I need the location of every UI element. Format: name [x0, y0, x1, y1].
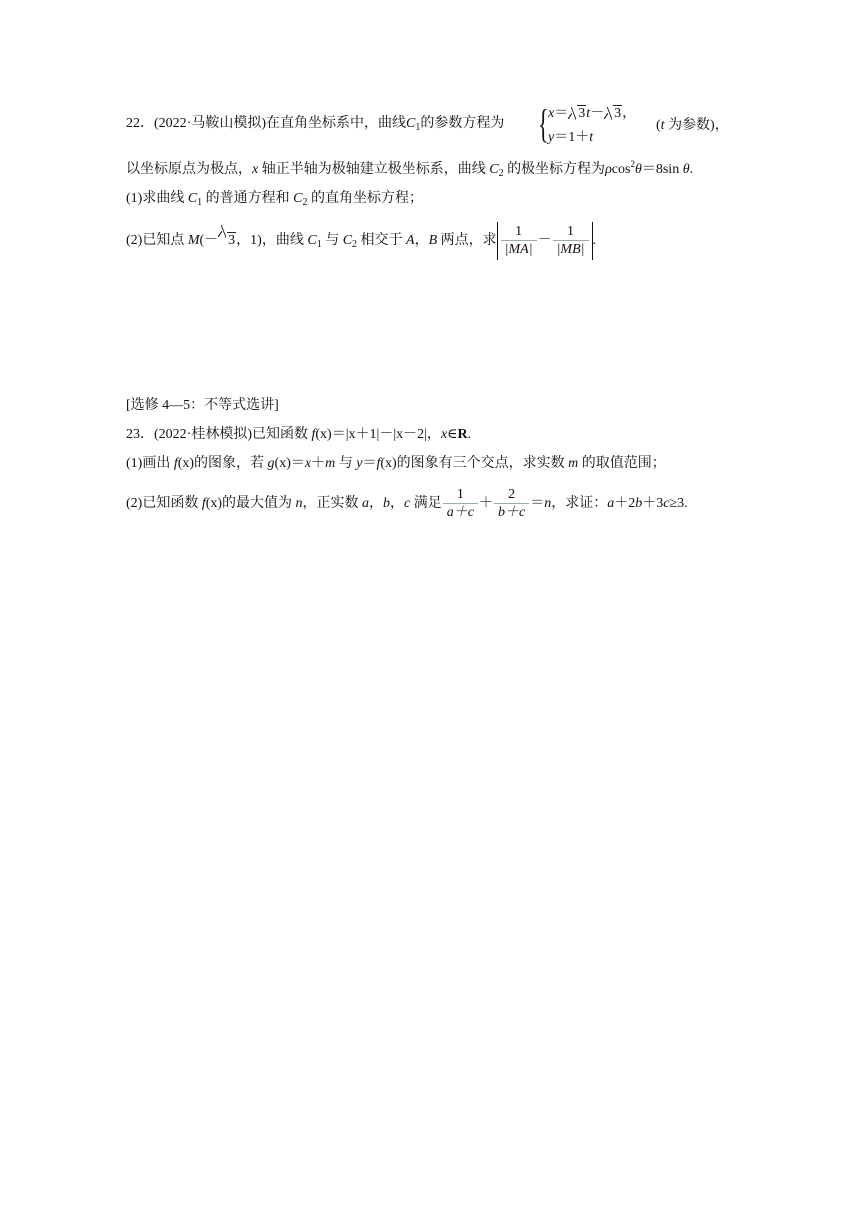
q23p1f2: ＝ — [362, 456, 377, 471]
p2C1sub: 1 — [316, 239, 322, 251]
l2sup: 2 — [630, 159, 635, 169]
q23p2fx: (x) — [205, 496, 223, 511]
curve-c1: C — [406, 116, 416, 131]
sqrt-icon — [568, 104, 586, 124]
frac-den: b＋c — [497, 505, 526, 521]
q23-intro: 已知函数 — [252, 427, 312, 442]
q23-in: ∈ — [447, 427, 458, 442]
q23-f: f — [311, 427, 316, 442]
frac-den: |MB| — [556, 242, 585, 258]
q23-source: (2022·桂林模拟) — [154, 427, 252, 442]
eq1-x: x — [548, 106, 555, 121]
q23p2c: ，正实数 — [302, 496, 363, 511]
p1csub: 1 — [197, 197, 203, 208]
q23p2plus: ＋ — [478, 496, 493, 511]
eq1-comma: ， — [622, 106, 637, 121]
p2r: 3 — [228, 233, 236, 249]
q22-part1 — [126, 189, 423, 209]
l2end: . — [689, 162, 694, 177]
q23p2va: a — [362, 496, 370, 511]
q22-source: (2022·马鞍山模拟) — [154, 116, 266, 131]
section-header: [选修 4—5：不等式选讲] — [126, 398, 279, 413]
q23p2e: ， — [390, 496, 405, 511]
q23p2n: n — [295, 496, 303, 511]
q23-dot: . — [467, 427, 472, 442]
p2c: ，1)，曲线 — [236, 233, 308, 249]
q22-intro: 在直角坐标系中，曲线 — [266, 116, 406, 131]
eq2-rest: ＝1＋ — [554, 130, 590, 145]
q22-line1 — [126, 114, 504, 134]
q23p1b: 的图象，若 — [194, 456, 268, 471]
param-eq-1 — [548, 104, 636, 124]
q23p1e: 与 — [335, 456, 357, 471]
q23p2m: ＋3 — [642, 496, 664, 511]
q23-R: R — [457, 427, 468, 442]
p2C2sub: 2 — [352, 239, 358, 251]
q23p2end: ≥3. — [669, 496, 688, 511]
p2e: 相交于 — [357, 233, 407, 249]
p1a: (1)求曲线 — [126, 191, 188, 206]
q22-intro2: 的参数方程为 — [420, 116, 505, 131]
l2rho: ρ — [605, 162, 612, 177]
p2b: (－ — [199, 233, 219, 249]
q23p1m: m — [325, 456, 336, 471]
q23p2k: ＋2 — [614, 496, 636, 511]
l2cos: cos — [611, 162, 631, 177]
p1c2sub: 2 — [302, 197, 308, 208]
q23p1ffx: (x) — [380, 456, 397, 471]
l2a: 以坐标原点为极点， — [126, 162, 252, 177]
eq2-y: y — [548, 130, 555, 145]
param-eq-2 — [548, 128, 593, 148]
q23p1fx: (x) — [177, 456, 195, 471]
q23-part2 — [126, 485, 688, 523]
frac-num: 1 — [443, 486, 478, 504]
param-open: ( — [656, 118, 661, 133]
q23p2vc: c — [404, 496, 411, 511]
frac-num: 1 — [553, 223, 589, 241]
q23-fx: (x) — [315, 427, 332, 442]
eq2-t: t — [589, 130, 594, 145]
frac-num: 1 — [501, 223, 537, 241]
abs-value-expression — [497, 222, 593, 260]
p1c: C — [187, 191, 198, 206]
q23p2d: ， — [369, 496, 384, 511]
p2end: . — [592, 233, 596, 249]
q23-line1 — [126, 425, 471, 445]
fraction — [443, 486, 478, 521]
eq1-rad2: 3 — [614, 106, 622, 121]
q23p1f: f — [173, 456, 178, 471]
q23p2g: 满足 — [410, 496, 442, 511]
l2theta: θ — [634, 162, 642, 177]
l2b: 轴正半轴为极轴建立极坐标系，曲线 — [258, 162, 490, 177]
q23-x: x — [440, 427, 448, 442]
p2f: ， — [414, 233, 429, 249]
p2C1: C — [307, 233, 317, 249]
q23p2b: 的最大值为 — [222, 496, 296, 511]
p2a: (2)已知点 — [126, 233, 188, 249]
left-brace-icon: { — [538, 101, 549, 146]
q23p2n2: n — [544, 496, 552, 511]
q23p1d: ＋ — [311, 456, 326, 471]
q23p2l: b — [635, 496, 643, 511]
q23-part1 — [126, 454, 666, 474]
l2csub: 2 — [498, 168, 504, 179]
q23p2a: (2)已知函数 — [126, 496, 202, 511]
p2A: A — [406, 233, 415, 249]
p2M: M — [187, 233, 200, 249]
p1c2: C — [293, 191, 303, 206]
l2x: x — [252, 162, 259, 177]
p2d: 与 — [321, 233, 343, 249]
l2d: 的极坐标方程为 — [503, 162, 606, 177]
eq1-t: t — [586, 106, 591, 121]
q22-number: 22． — [126, 116, 154, 131]
q23p2o: c — [663, 496, 670, 511]
fraction — [494, 486, 529, 521]
l2c: C — [489, 162, 499, 177]
sqrt-icon — [218, 222, 236, 260]
q23p1y: y — [356, 456, 363, 471]
param-t: t — [660, 118, 665, 133]
q23p2h: ＝ — [530, 496, 545, 511]
curve-c1-sub: 1 — [415, 122, 421, 133]
l2theta2: θ — [682, 162, 690, 177]
p2C2: C — [342, 233, 353, 249]
frac-minus: － — [537, 233, 552, 248]
q23p2i: ，求证： — [551, 496, 608, 511]
sqrt-icon — [604, 104, 622, 124]
q23p2vb: b — [383, 496, 391, 511]
p2B: B — [428, 233, 438, 249]
q23p1gx: (x) — [274, 456, 291, 471]
q23p1m2: m — [568, 456, 579, 471]
q23-number: 23． — [126, 427, 154, 442]
param-close: 为参数)， — [664, 118, 729, 133]
q23p1g2: 的图象有三个交点，求实数 — [396, 456, 569, 471]
q23p1x: x — [304, 456, 312, 471]
eq1-eq: ＝ — [554, 106, 569, 121]
q22-part2 — [126, 222, 596, 260]
frac-den: a＋c — [446, 505, 474, 521]
q23p2f: f — [201, 496, 206, 511]
l2e: ＝8sin — [641, 162, 683, 177]
q23p1ff: f — [376, 456, 381, 471]
q22-line2 — [126, 160, 693, 180]
eq1-minus: － — [590, 106, 605, 121]
p1end: 的直角坐标方程； — [307, 191, 424, 206]
q23-eq: ＝|x＋1|－|x－2|， — [331, 427, 441, 442]
frac-num: 2 — [494, 486, 529, 504]
frac-den: |MA| — [504, 242, 533, 258]
fraction — [501, 223, 537, 258]
q23p1c: ＝ — [290, 456, 305, 471]
p1b: 的普通方程和 — [202, 191, 294, 206]
q23p2j: a — [607, 496, 615, 511]
q23p1a: (1)画出 — [126, 456, 174, 471]
param-note — [656, 116, 729, 136]
eq1-rad1: 3 — [578, 106, 586, 121]
q23p1end: 的取值范围； — [578, 456, 666, 471]
p2g: 两点，求 — [437, 233, 497, 249]
q23p1g: g — [267, 456, 275, 471]
fraction — [553, 223, 589, 258]
